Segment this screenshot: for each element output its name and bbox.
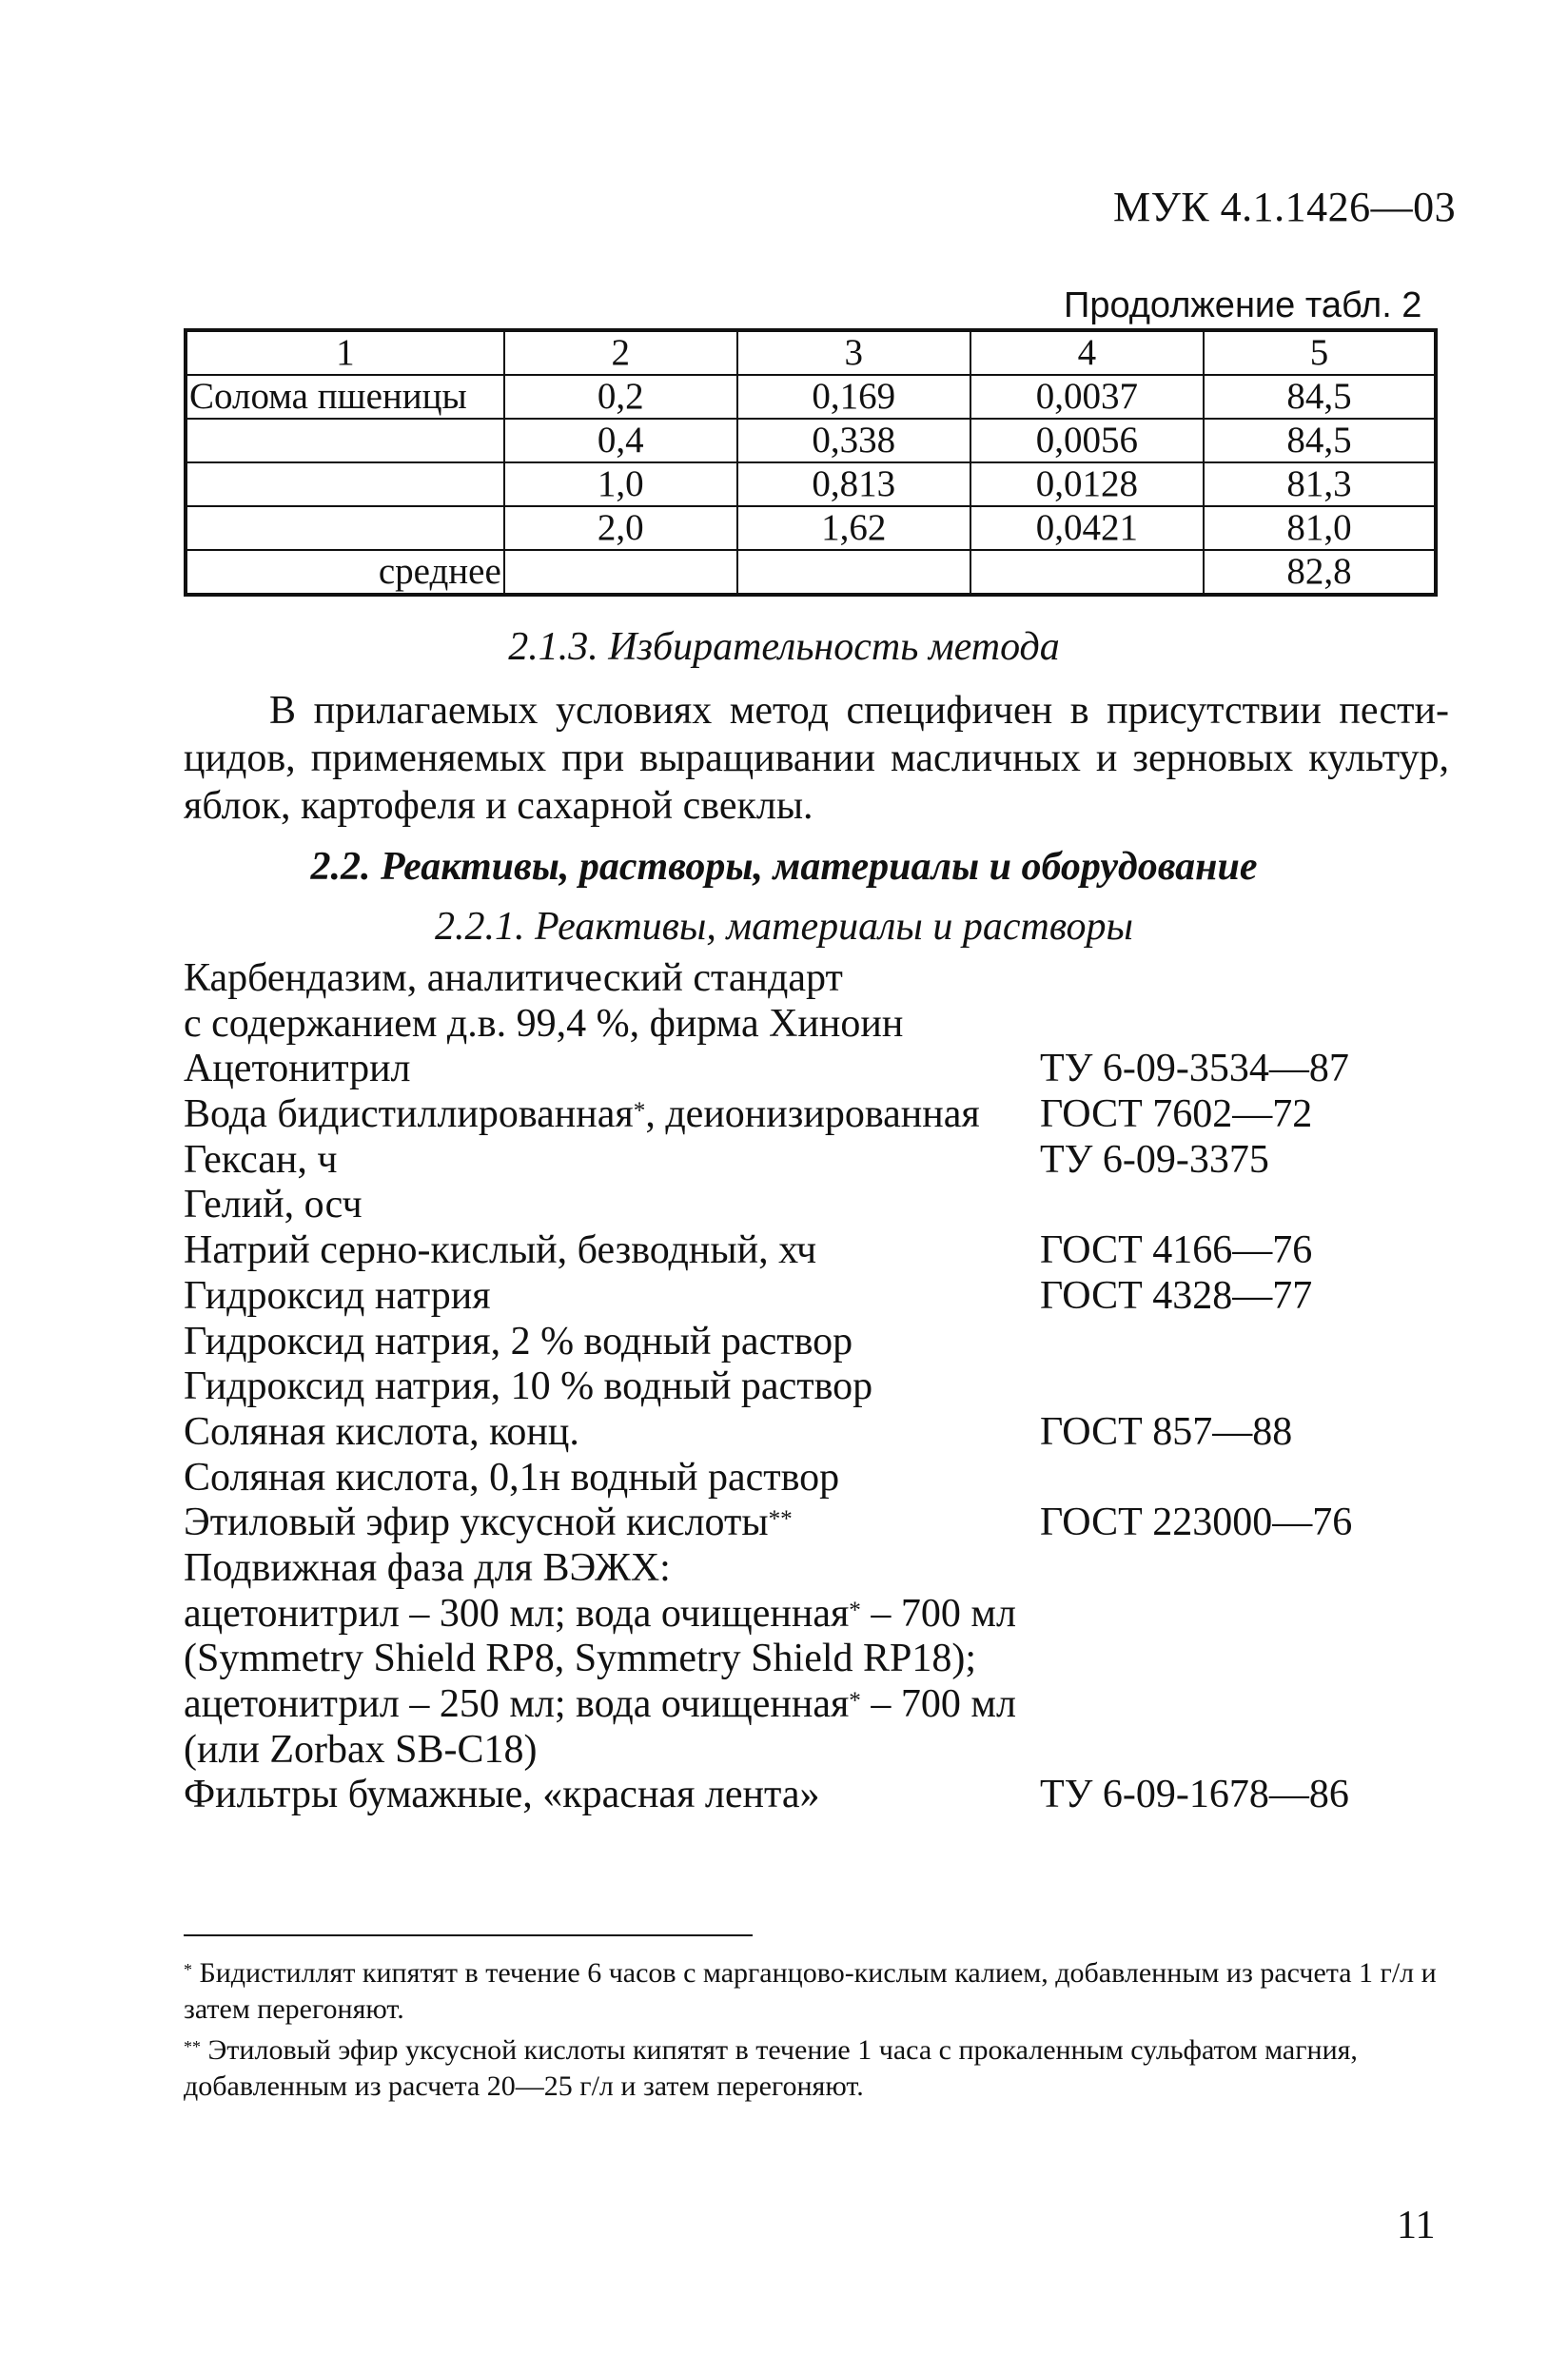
reagent-name-text: Фильтры бумажные, «красная лента»: [184, 1773, 820, 1817]
reagent-name: [184, 1002, 1040, 1048]
reagent-standard: ТУ 6-09-3534—87: [1040, 1047, 1349, 1091]
reagent-name-text: Подвижная фаза для ВЭЖХ:: [184, 1545, 671, 1590]
table-header-row: [186, 330, 1436, 375]
reagent-name-text: Гелий, осч: [184, 1183, 363, 1227]
table-row: [186, 375, 1436, 419]
reagent-name: [184, 1183, 1040, 1228]
reagent-name-text: с содержанием д.в. 99,4 %, фирма Хиноин: [184, 1001, 904, 1046]
subsection-title: 2.2.1. Реактивы, материалы и растворы: [435, 905, 1133, 949]
reagent-name-text: ацетонитрил – 300 мл; вода очищенная: [184, 1591, 850, 1636]
reagent-row: [184, 1092, 1459, 1138]
subsection-title: 2.1.3. Избирательность метода: [508, 625, 1060, 669]
reagent-name-text: Гидроксид натрия, 2 % водный раствор: [184, 1319, 853, 1364]
document-code: МУК 4.1.1426—03: [1113, 184, 1457, 230]
table-cell: [186, 419, 504, 462]
reagent-name-text: – 700 мл: [860, 1591, 1016, 1636]
reagent-name-text: – 700 мл: [860, 1682, 1016, 1726]
paragraph-line: яблок, картофеля и сахарной свеклы.: [184, 784, 813, 828]
reagent-name: [184, 1682, 1040, 1728]
reagent-standard: ГОСТ 4328—77: [1040, 1273, 1313, 1318]
reagent-standard: ГОСТ 857—88: [1040, 1409, 1293, 1454]
reagent-name: [184, 1092, 1040, 1138]
table-header-cell: 1: [186, 330, 504, 375]
reagent-name-text: Карбендазим, аналитический стандарт: [184, 956, 843, 1000]
table-header-cell: 5: [1204, 330, 1436, 375]
reagent-standard: ГОСТ 7602—72: [1040, 1092, 1313, 1137]
table-cell: 0,0128: [970, 462, 1204, 506]
table-row: [186, 506, 1436, 550]
reagent-name: [184, 956, 1040, 1002]
reagent-name: [184, 1592, 1040, 1638]
reagent-row: [184, 1637, 1459, 1682]
reagent-name-text: Соляная кислота, конц.: [184, 1409, 579, 1454]
table-cell: среднее: [186, 550, 504, 595]
reagent-row: [184, 1320, 1459, 1365]
reagent-row: [184, 1546, 1459, 1592]
footnote-reference: *: [849, 1597, 861, 1623]
reagent-row: [184, 956, 1459, 1002]
reagent-name-text: Натрий серно-кислый, безводный, хч: [184, 1228, 817, 1273]
table-header-cell: 4: [970, 330, 1204, 375]
footnote-reference: **: [768, 1506, 793, 1533]
reagent-name-text: , деионизированная: [645, 1092, 980, 1137]
table-cell: 81,0: [1204, 506, 1436, 550]
table-cell: 84,5: [1204, 419, 1436, 462]
reagent-name: [184, 1410, 1040, 1456]
table-cell: Солома пшеницы: [186, 375, 504, 419]
reagent-name: [184, 1637, 1040, 1682]
reagent-row: [184, 1682, 1459, 1728]
reagent-standard: ГОСТ 4166—76: [1040, 1228, 1313, 1273]
reagent-row: [184, 1410, 1459, 1456]
table-row: [186, 462, 1436, 506]
table-cell: [737, 550, 970, 595]
reagent-name: [184, 1501, 1040, 1546]
reagent-row: [184, 1592, 1459, 1638]
footnote: [184, 2032, 1449, 2105]
reagent-row: [184, 1501, 1459, 1546]
reagent-name-text: (Symmetry Shield RP8, Symmetry Shield RP18);: [184, 1637, 977, 1681]
table-cell: 0,0421: [970, 506, 1204, 550]
reagent-name-text: Этиловый эфир уксусной кислоты: [184, 1501, 769, 1545]
reagent-row: [184, 1773, 1459, 1818]
reagent-name: [184, 1773, 1040, 1818]
reagents-list: [184, 956, 1459, 1818]
reagent-name: [184, 1274, 1040, 1320]
reagent-name-text: Гидроксид натрия: [184, 1273, 491, 1318]
reagent-standard: ГОСТ 223000—76: [1040, 1501, 1353, 1545]
reagent-name: [184, 1364, 1040, 1410]
reagent-name-text: Гидроксид натрия, 10 % водный раствор: [184, 1364, 873, 1409]
table-cell: [186, 506, 504, 550]
footnote-reference: *: [849, 1688, 861, 1714]
table-cell: 1,62: [737, 506, 970, 550]
table-header-cell: 2: [504, 330, 737, 375]
reagent-row: [184, 1002, 1459, 1048]
reagent-name-text: (или Zorbax SB-C18): [184, 1727, 538, 1772]
reagent-name: [184, 1138, 1040, 1184]
table-cell: 82,8: [1204, 550, 1436, 595]
reagent-row: [184, 1274, 1459, 1320]
reagent-name: [184, 1047, 1040, 1092]
paragraph-line: В прилагаемых условиях метод специфичен в присутствии пести-: [269, 689, 1449, 733]
reagent-row: [184, 1138, 1459, 1184]
footnote-text: Бидистиллят кипятят в течение 6 часов с марганцово-кислым калием, добавленным из расчета 1 г/л и затем перегоняют.: [184, 1957, 1437, 2025]
footnote-text: Этиловый эфир уксусной кислоты кипятят в течение 1 часа с прокаленным сульфатом магния, добавленным из расчета 20—25 г/л и затем перегоняют.: [184, 2034, 1358, 2102]
footnote-reference: *: [633, 1098, 646, 1125]
table-cell: 2,0: [504, 506, 737, 550]
reagent-name: [184, 1728, 1040, 1774]
table-cell: 0,2: [504, 375, 737, 419]
reagent-name-text: Гексан, ч: [184, 1137, 338, 1182]
reagent-name: [184, 1320, 1040, 1365]
reagent-name-text: Вода бидистиллированная: [184, 1092, 634, 1137]
section-title: 2.2. Реактивы, растворы, материалы и оборудование: [310, 845, 1258, 889]
reagent-row: [184, 1728, 1459, 1774]
table-cell: [504, 550, 737, 595]
reagent-standard: ТУ 6-09-3375: [1040, 1137, 1269, 1182]
selectivity-paragraph: [184, 687, 1449, 830]
footnote-mark: *: [184, 1960, 192, 1979]
reagent-row: [184, 1183, 1459, 1228]
footnote-divider: [184, 1934, 753, 1936]
reagent-standard: ТУ 6-09-1678—86: [1040, 1773, 1349, 1817]
reagent-name: [184, 1228, 1040, 1274]
table-cell: 81,3: [1204, 462, 1436, 506]
table-row: [186, 419, 1436, 462]
reagent-name: [184, 1546, 1040, 1592]
table-cell: 84,5: [1204, 375, 1436, 419]
table-cell: [970, 550, 1204, 595]
table-cell: 0,813: [737, 462, 970, 506]
reagent-row: [184, 1047, 1459, 1092]
table-row-average: [186, 550, 1436, 595]
table-header-cell: 3: [737, 330, 970, 375]
reagent-row: [184, 1456, 1459, 1501]
recovery-table: [184, 328, 1438, 597]
table-cell: 0,0037: [970, 375, 1204, 419]
table-cell: [186, 462, 504, 506]
table-cell: 0,4: [504, 419, 737, 462]
table-caption: Продолжение табл. 2: [1064, 285, 1422, 325]
footnote-mark: **: [184, 2037, 201, 2056]
table-cell: 1,0: [504, 462, 737, 506]
reagent-row: [184, 1228, 1459, 1274]
reagent-name-text: Соляная кислота, 0,1н водный раствор: [184, 1455, 840, 1500]
reagent-name: [184, 1456, 1040, 1501]
reagent-name-text: Ацетонитрил: [184, 1047, 411, 1091]
footnote: [184, 1955, 1449, 2028]
table-cell: 0,169: [737, 375, 970, 419]
paragraph-line: цидов, применяемых при выращивании масличных и зерновых культур,: [184, 736, 1449, 780]
reagent-name-text: ацетонитрил – 250 мл; вода очищенная: [184, 1682, 850, 1726]
table-cell: 0,0056: [970, 419, 1204, 462]
reagent-row: [184, 1364, 1459, 1410]
page-number: 11: [1397, 2204, 1436, 2247]
table-cell: 0,338: [737, 419, 970, 462]
